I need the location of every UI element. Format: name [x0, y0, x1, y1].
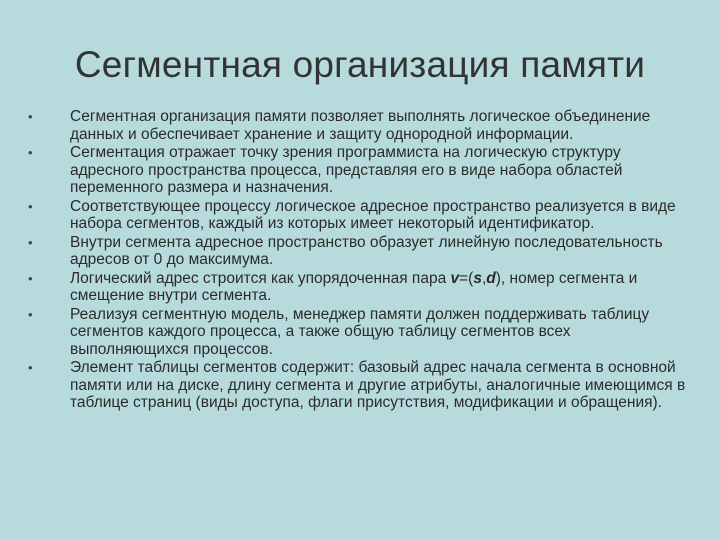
bullet-dot-icon: • — [28, 198, 33, 214]
bullet-text: Логический адрес строится как упорядоченная пара v=(s,d), номер сегмента и смещение внутри сегмента. — [70, 269, 638, 304]
bullet-dot-icon: • — [28, 145, 33, 160]
bullet-item — [24, 270, 692, 305]
slide-title: Сегментная организация памяти — [74, 44, 646, 85]
bullet-item — [24, 198, 692, 233]
bullet-item — [24, 306, 692, 359]
bullet-dot-icon: • — [28, 360, 33, 375]
bullet-text: Сегментация отражает точку зрения программиста на логическую структуру адресного пространства процесса, представляя его в виде набора областей переменного размера и назначения. — [70, 144, 623, 196]
bullet-dot-icon: • — [28, 109, 33, 124]
bullet-text: Элемент таблицы сегментов содержит: базовый адрес начала сегмента в основной памяти или на диске, длину сегмента и другие атрибуты, аналогичные имеющимся в таблице страниц (виды доступа, флаги присутствия, модификации и обращения). — [70, 359, 686, 411]
bullet-list — [24, 108, 692, 413]
bullet-item — [24, 234, 692, 269]
bullet-item — [24, 144, 692, 197]
bullet-dot-icon: • — [28, 306, 33, 322]
bullet-text: Соответствующее процессу логическое адресное пространство реализуется в виде набора сегментов, каждый из которых имеет некоторый идентификатор. — [70, 197, 676, 232]
bullet-dot-icon: • — [28, 270, 33, 286]
bullet-item — [24, 108, 692, 143]
bullet-item — [24, 359, 692, 412]
bullet-text: Внутри сегмента адресное пространство образует линейную последовательность адресов от 0 до максимума. — [70, 233, 663, 268]
bullet-dot-icon: • — [28, 234, 33, 250]
bullet-text: Сегментная организация памяти позволяет выполнять логическое объединение данных и обеспечивает хранение и защиту однородной информации. — [70, 108, 651, 143]
bullet-text: Реализуя сегментную модель, менеджер памяти должен поддерживать таблицу сегментов каждого процесса, а также общую таблицу сегментов всех выполняющихся процессов. — [70, 305, 650, 358]
